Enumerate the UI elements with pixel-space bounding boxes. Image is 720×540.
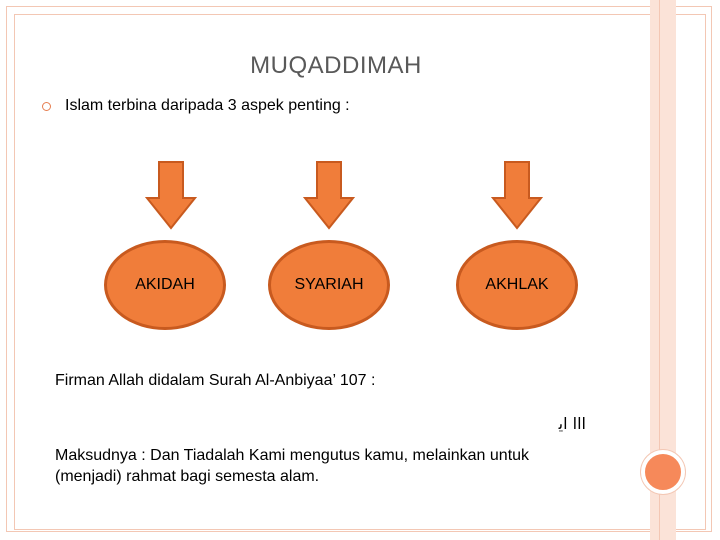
- slide-title: MUQADDIMAH: [250, 52, 422, 79]
- bullet-text: Islam terbina daripada 3 aspek penting :: [65, 97, 350, 114]
- arrow-down-icon: [491, 160, 543, 230]
- aspect-akidah: AKIDAH: [104, 240, 226, 330]
- bullet-point: [42, 97, 350, 115]
- arabic-verse: ﺍﺍﺍ ﺍﻳ: [558, 414, 586, 433]
- arrow-down-icon: [303, 160, 355, 230]
- decorative-circle-icon: [641, 450, 685, 494]
- aspect-syariah: SYARIAH: [268, 240, 390, 330]
- arrow-down-icon: [145, 160, 197, 230]
- quote-intro: Firman Allah didalam Surah Al-Anbiyaa’ 107 :: [55, 372, 376, 389]
- aspect-akhlak: AKHLAK: [456, 240, 578, 330]
- bullet-circle-icon: [42, 102, 51, 111]
- verse-meaning: Maksudnya : Dan Tiadalah Kami mengutus kamu, melainkan untuk (menjadi) rahmat bagi semesta alam.: [55, 447, 530, 485]
